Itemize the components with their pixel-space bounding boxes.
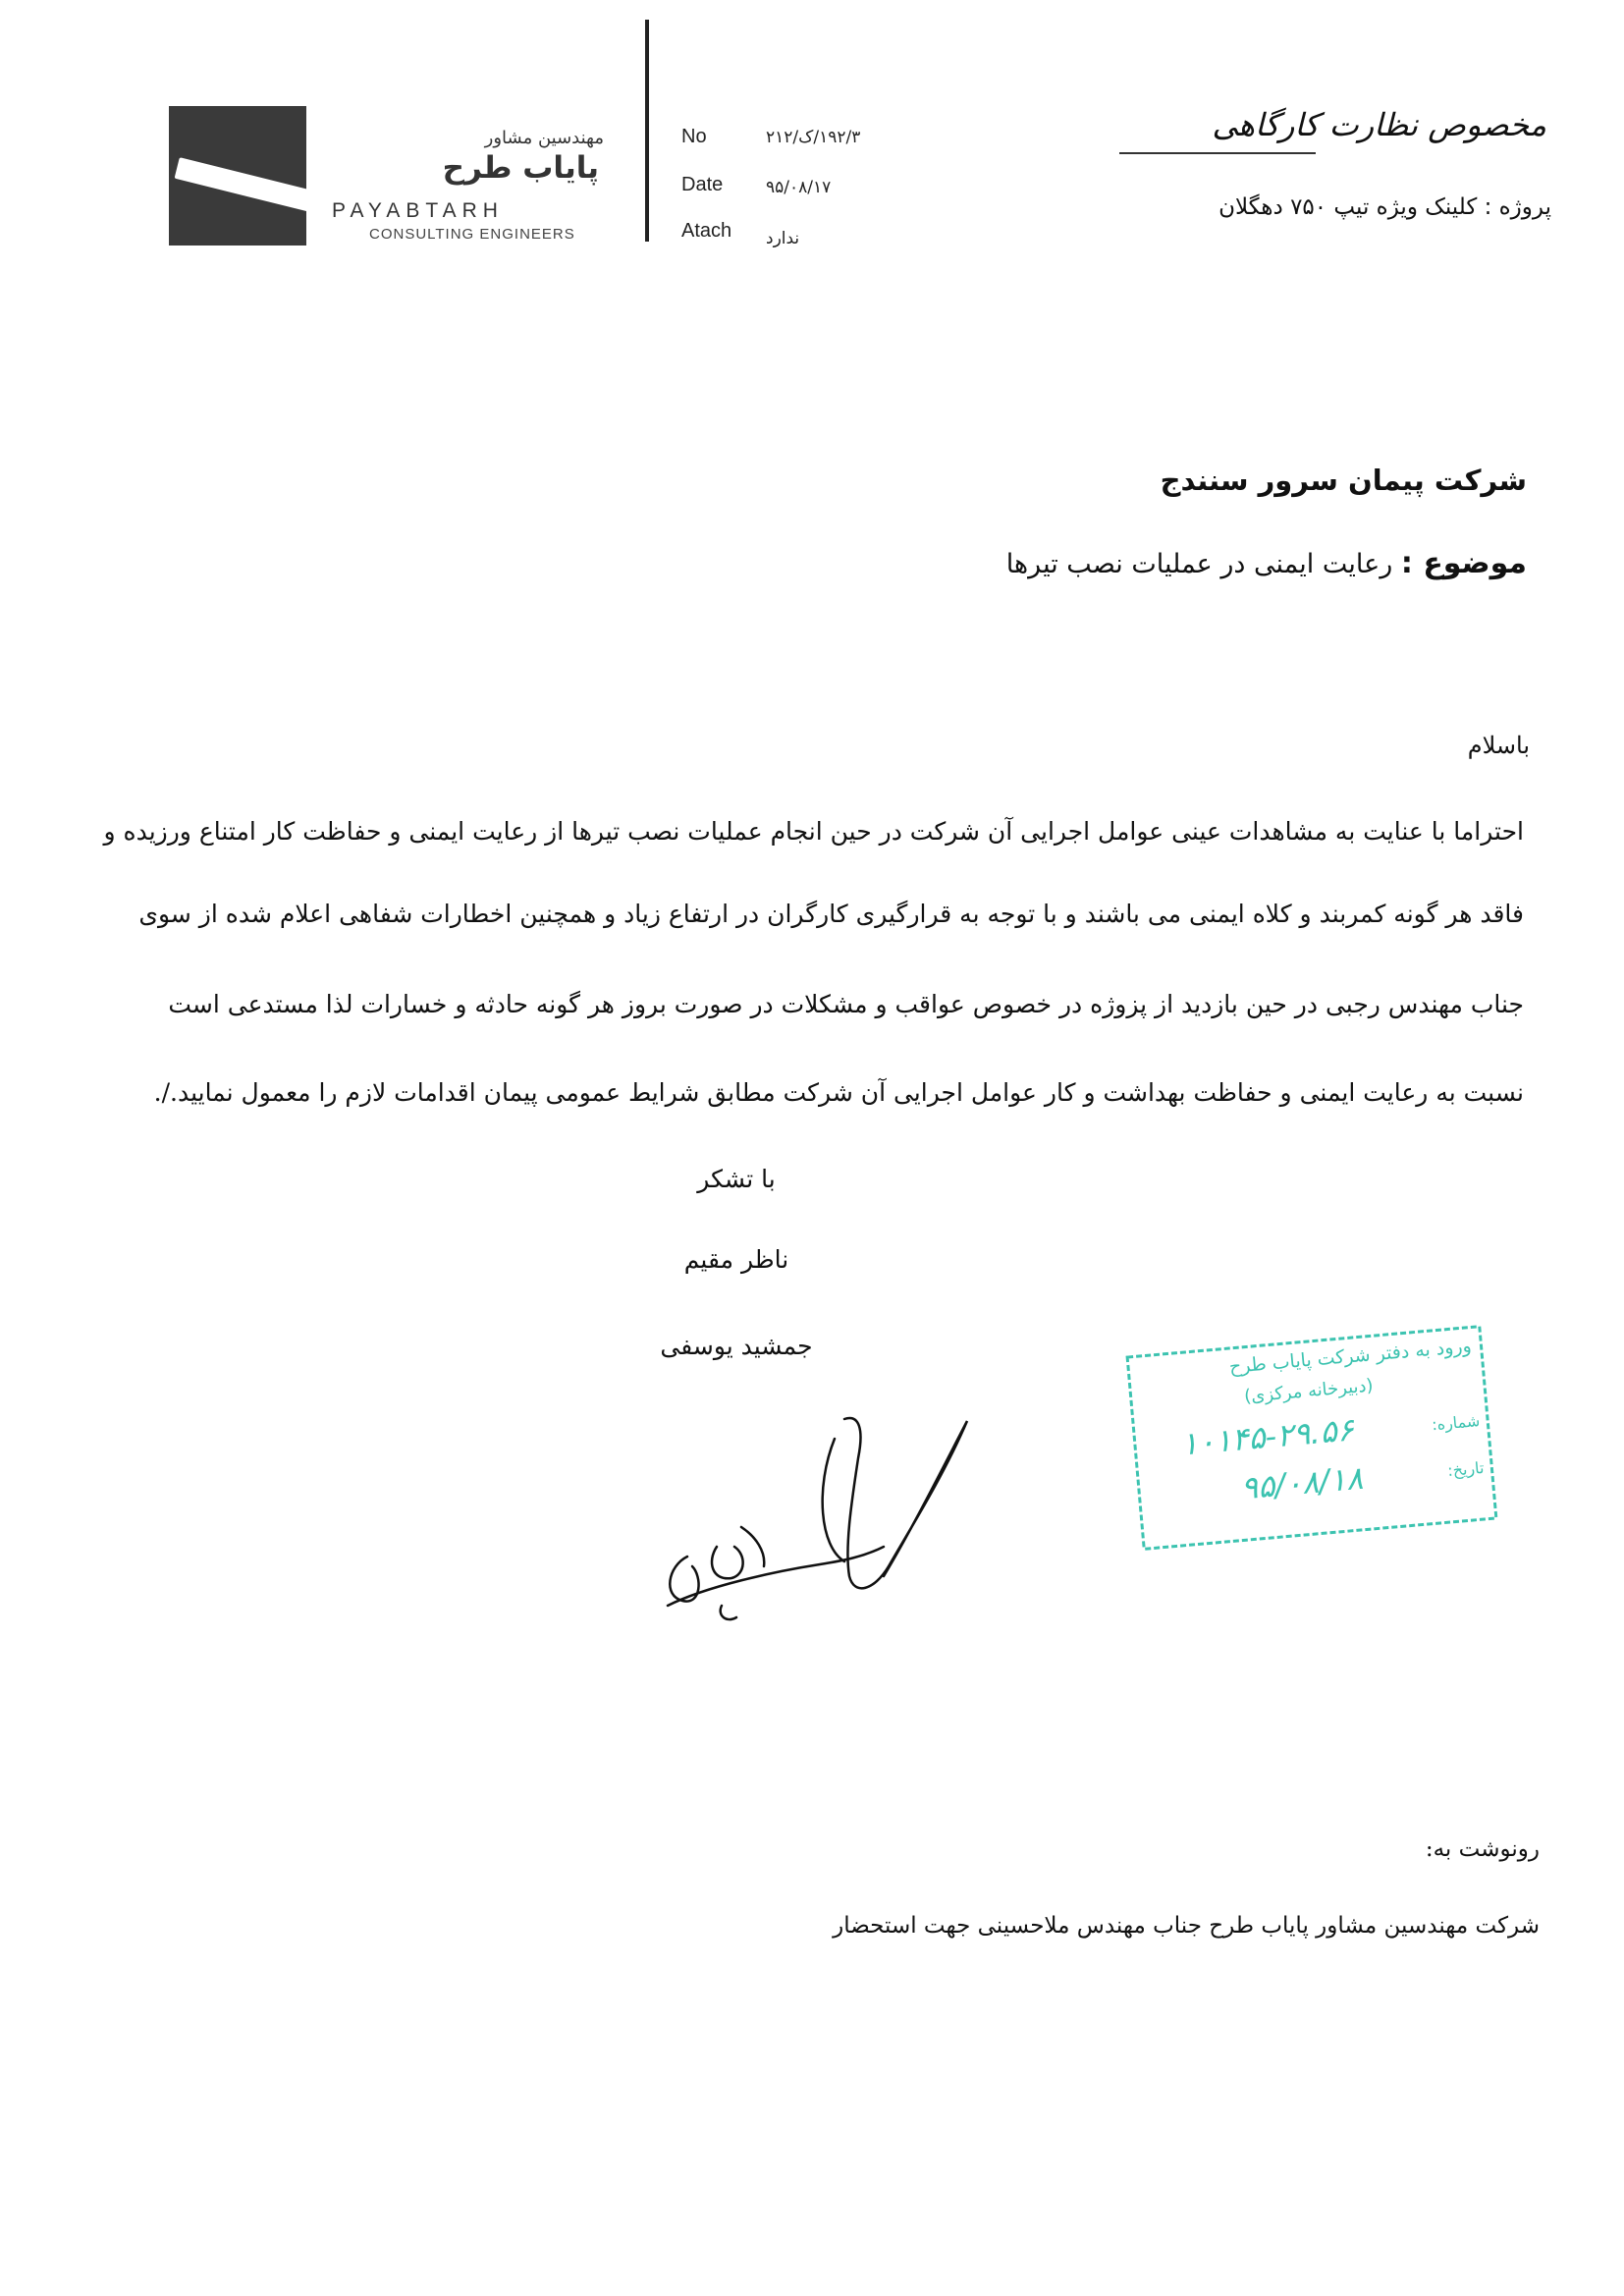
subject-text: رعایت ایمنی در عملیات نصب تیرها [1005, 549, 1393, 579]
body-line: فاقد هر گونه کمربند و کلاه ایمنی می باشند و با توجه به قرارگیری کارگران در ارتفاع زیاد و همچنین اخطارات شفاهی اعلام شده از سوی [138, 900, 1524, 928]
stamp-line-2: (دبیرخانه مرکزی) [1243, 1375, 1375, 1407]
cc-label: رونوشت به: [1425, 1836, 1540, 1862]
project-line: پروژه : کلینک ویژه تیپ ۷۵۰ دهگلان [1218, 194, 1551, 220]
logo-mark-strip [175, 157, 306, 214]
logo-company-en: PAYABTARH [332, 199, 504, 222]
greeting: باسلام [1467, 732, 1530, 759]
stamp-number-label: شماره: [1431, 1411, 1481, 1435]
subject-line [687, 546, 1527, 580]
signer-name: جمشید یوسفی [660, 1332, 813, 1360]
no-value: ۱۹۲/۳/ک/۲۱۲ [766, 128, 861, 147]
logo-company-fa-small: مهندسین مشاور [484, 128, 604, 148]
date-value: ۹۵/۰۸/۱۷ [766, 178, 832, 197]
stamp-line-1: ورود به دفتر شرکت پایاب طرح [1228, 1335, 1473, 1379]
addressee: شرکت پیمان سرور سنندج [1160, 464, 1527, 497]
body-line: جناب مهندس رجبی در حین بازدید از پزوژه در خصوص عواقب و مشکلات در صورت بروز هر گونه حادثه و خسارات لذا مستدعی است [168, 990, 1524, 1018]
logo-company-en-sub: CONSULTING ENGINEERS [369, 226, 575, 243]
attach-label: Atach [681, 220, 732, 242]
handwritten-signature [648, 1399, 982, 1635]
stamp-date-label: تاریخ: [1446, 1457, 1486, 1481]
attach-value: ندارد [766, 229, 800, 248]
handwritten-underline [1119, 152, 1316, 154]
stamp-number-value: ۱۰۱۴۵-۲۹.۵۶ [1179, 1410, 1356, 1463]
cc-text: شرکت مهندسین مشاور پایاب طرح جناب مهندس ملاحسینی جهت استحضار [833, 1913, 1540, 1939]
handwritten-title: مخصوص نظارت کارگاهی [1212, 106, 1546, 143]
closing: با تشکر [697, 1165, 776, 1193]
letterhead-divider [645, 20, 649, 242]
logo-company-fa: پایاب طرح [442, 150, 599, 186]
body-line: احتراما با عنایت به مشاهدات عینی عوامل اجرایی آن شرکت در حین انجام عملیات نصب تیرها از رعایت ایمنی و حفاظت کار امتناع ورزیده و [103, 817, 1524, 846]
company-logo [169, 106, 306, 246]
date-label: Date [681, 174, 724, 195]
body-line: نسبت به رعایت ایمنی و حفاظت بهداشت و کار عوامل اجرایی آن شرکت مطابق شرایط عمومی پیمان اقدامات لازم را معمول نمایید./. [153, 1078, 1524, 1107]
stamp-date-value: ۹۵/۰۸/۱۸ [1239, 1458, 1365, 1507]
no-label: No [681, 126, 707, 147]
subject-label: موضوع : [1400, 546, 1527, 580]
received-stamp [1123, 1322, 1500, 1553]
signer-title: ناظر مقیم [683, 1245, 789, 1274]
